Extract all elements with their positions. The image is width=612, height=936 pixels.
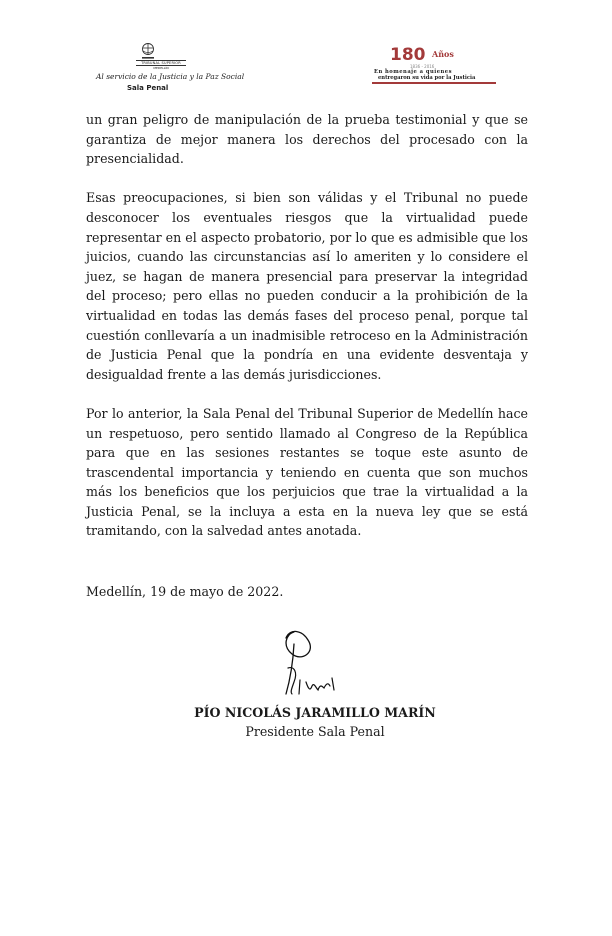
paragraph: un gran peligro de manipulación de la prueba testimonial y que se garantiza de mejor manera los derechos del procesado con la presencialidad.: [86, 112, 528, 167]
handwritten-signature: [264, 622, 364, 702]
anniversary-number: 180: [390, 45, 426, 65]
emblem-icon: [140, 42, 156, 60]
date-line: Medellín, 19 de mayo de 2022.: [86, 584, 284, 599]
signatory-role: Presidente Sala Penal: [245, 724, 385, 739]
signatory-name: PÍO NICOLÁS JARAMILLO MARÍN: [194, 705, 436, 720]
paragraph: Esas preocupaciones, si bien son válidas y el Tribunal no puede desconocer los eventuales riesgos que la virtualidad puede representar en el aspecto probatorio, por lo que es admisible que los juicios, cuando las circunstancias así lo ameriten y lo considere el juez, se hagan de manera presencial para preservar la integridad del proceso; pero ellas no pueden conducir a la prohibición de la virtualidad en todas las demás fases del proceso penal, porque tal cuestión conllevaría a un inadmisible retroceso en la Administración de Justicia Penal que la pondría en una evidente desventaja y desigualdad frente a las demás jurisdicciones.: [86, 190, 528, 382]
court-city: MEDELLÍN: [153, 66, 169, 70]
letter-body: [86, 110, 528, 561]
anniversary-tagline-2: entregaron su vida por la Justicia: [378, 75, 476, 81]
anniversary-logo: [372, 46, 502, 86]
section-label: Sala Penal: [127, 84, 169, 92]
court-motto: Al servicio de la Justicia y la Paz Social: [96, 72, 245, 81]
court-name: TRIBUNAL SUPERIOR: [136, 60, 186, 66]
anniversary-word: Años: [432, 49, 454, 59]
anniversary-tagline-1: En homenaje a quienes: [374, 69, 452, 75]
anniversary-divider: [372, 82, 496, 84]
paragraph: Por lo anterior, la Sala Penal del Tribunal Superior de Medellín hace un respetuoso, pero sentido llamado al Congreso de la República para que en las sesiones restantes se toque este asunto de trascendental importancia y teniendo en cuenta que son muchos más los beneficios que los perjuicios que trae la virtualidad a la Justicia Penal, se la incluya a esta en la nueva ley que se está tramitando, con la salvedad antes anotada.: [86, 405, 528, 539]
anniversary-years: 1836 - 2016: [410, 64, 435, 69]
